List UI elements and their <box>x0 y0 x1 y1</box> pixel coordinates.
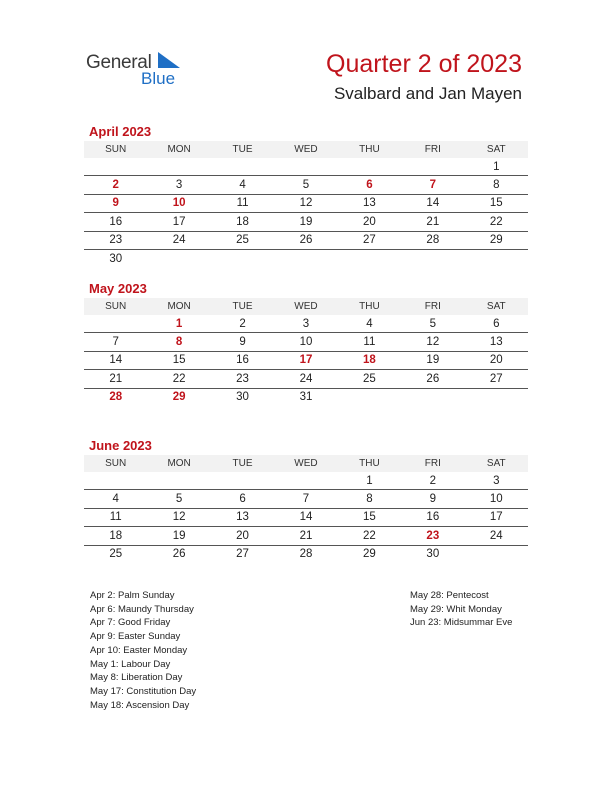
day-cell: 18 <box>84 527 147 545</box>
day-cell: 17 <box>465 508 528 526</box>
empty-day-cell <box>338 249 401 267</box>
empty-day-cell <box>274 249 337 267</box>
day-cell: 13 <box>465 333 528 351</box>
day-cell: 22 <box>338 527 401 545</box>
holiday-item: Apr 6: Maundy Thursday <box>90 603 194 615</box>
day-cell: 1 <box>338 472 401 490</box>
day-cell: 16 <box>211 351 274 369</box>
day-cell: 5 <box>274 176 337 194</box>
day-cell: 20 <box>465 351 528 369</box>
empty-day-cell <box>211 158 274 176</box>
day-cell: 1 <box>465 158 528 176</box>
day-cell: 5 <box>147 490 210 508</box>
week-row <box>84 213 528 231</box>
empty-day-cell <box>84 472 147 490</box>
day-cell: 22 <box>465 213 528 231</box>
weekday-header: WED <box>274 455 337 472</box>
empty-day-cell <box>211 472 274 490</box>
day-cell: 20 <box>211 527 274 545</box>
empty-day-cell <box>147 158 210 176</box>
logo-triangle-icon <box>158 52 180 70</box>
day-cell: 5 <box>401 315 464 333</box>
empty-day-cell <box>338 158 401 176</box>
day-cell: 20 <box>338 213 401 231</box>
day-cell: 10 <box>274 333 337 351</box>
calendar-table <box>84 141 528 267</box>
day-cell: 3 <box>465 472 528 490</box>
day-cell: 1 <box>147 315 210 333</box>
week-row <box>84 158 528 176</box>
weekday-header: SUN <box>84 141 147 158</box>
day-cell: 23 <box>211 370 274 388</box>
day-cell: 21 <box>274 527 337 545</box>
day-cell: 31 <box>299 391 313 404</box>
holiday-list-right <box>410 589 512 630</box>
day-cell: 11 <box>338 333 401 351</box>
day-cell: 4 <box>338 315 401 333</box>
day-cell: 29 <box>172 391 186 404</box>
day-cell: 2 <box>401 472 464 490</box>
day-cell: 18 <box>211 213 274 231</box>
day-cell: 28 <box>401 231 464 249</box>
holiday-item: Apr 7: Good Friday <box>90 617 171 629</box>
day-cell: 15 <box>338 508 401 526</box>
weekday-header: TUE <box>211 298 274 315</box>
calendar-table <box>84 455 528 563</box>
weekday-header: MON <box>147 141 210 158</box>
day-cell: 23 <box>84 231 147 249</box>
weekday-header: SAT <box>465 455 528 472</box>
week-row <box>84 527 528 545</box>
day-cell: 4 <box>84 490 147 508</box>
day-cell: 11 <box>211 194 274 212</box>
empty-day-cell <box>465 545 528 563</box>
day-cell: 7 <box>84 333 147 351</box>
empty-day-cell <box>84 315 147 333</box>
weekday-header: THU <box>338 455 401 472</box>
month-title: April 2023 <box>89 124 152 139</box>
weekday-header: THU <box>338 298 401 315</box>
day-cell: 24 <box>147 231 210 249</box>
day-cell: 3 <box>274 315 337 333</box>
week-row <box>84 176 528 194</box>
day-cell: 8 <box>147 333 210 351</box>
day-cell: 13 <box>338 194 401 212</box>
day-cell: 23 <box>401 527 464 545</box>
month-title: June 2023 <box>89 438 152 453</box>
month-title: May 2023 <box>89 281 147 296</box>
day-cell: 30 <box>426 548 440 561</box>
day-cell: 9 <box>211 333 274 351</box>
holiday-item: Apr 10: Easter Monday <box>90 644 188 656</box>
day-cell: 10 <box>147 194 210 212</box>
holiday-item: Apr 9: Easter Sunday <box>90 631 181 643</box>
day-cell: 4 <box>211 176 274 194</box>
week-row <box>84 388 528 406</box>
holiday-item: Apr 2: Palm Sunday <box>90 590 175 601</box>
day-cell: 15 <box>147 351 210 369</box>
day-cell: 19 <box>274 213 337 231</box>
day-cell: 17 <box>147 213 210 231</box>
weekday-header-row <box>84 298 528 315</box>
empty-day-cell <box>211 249 274 267</box>
day-cell: 24 <box>465 527 528 545</box>
weekday-header: SAT <box>465 141 528 158</box>
day-cell: 6 <box>211 490 274 508</box>
holiday-list-left <box>90 589 196 712</box>
day-cell: 11 <box>84 508 147 526</box>
holiday-item: May 29: Whit Monday <box>410 603 502 615</box>
day-cell: 30 <box>109 252 123 265</box>
weekday-header: THU <box>338 141 401 158</box>
day-cell: 9 <box>401 490 464 508</box>
logo-blue-text: Blue <box>141 69 176 88</box>
day-cell: 29 <box>465 231 528 249</box>
day-cell: 21 <box>401 213 464 231</box>
empty-day-cell <box>401 158 464 176</box>
day-cell: 10 <box>465 490 528 508</box>
day-cell: 6 <box>338 176 401 194</box>
empty-day-cell <box>465 249 528 267</box>
day-cell: 19 <box>147 527 210 545</box>
day-cell: 24 <box>274 370 337 388</box>
week-row <box>84 472 528 490</box>
weekday-header-row <box>84 455 528 472</box>
day-cell: 30 <box>236 391 249 404</box>
week-row <box>84 370 528 388</box>
day-cell: 8 <box>338 490 401 508</box>
day-cell: 7 <box>274 490 337 508</box>
page-title: Quarter 2 of 2023 <box>326 50 522 78</box>
holiday-item: May 8: Liberation Day <box>90 672 183 684</box>
weekday-header: SUN <box>84 455 147 472</box>
day-cell: 18 <box>338 351 401 369</box>
weekday-header: MON <box>147 298 210 315</box>
holiday-item: Jun 23: Midsummar Eve <box>410 617 513 629</box>
logo <box>86 48 206 88</box>
day-cell: 19 <box>401 351 464 369</box>
day-cell: 9 <box>84 194 147 212</box>
week-row <box>84 333 528 351</box>
week-row <box>84 351 528 369</box>
week-row <box>84 508 528 526</box>
week-row <box>84 315 528 333</box>
month-may <box>84 279 528 406</box>
empty-day-cell <box>338 388 401 406</box>
holiday-item: May 18: Ascension Day <box>90 699 190 711</box>
month-april <box>84 122 528 267</box>
month-june <box>84 436 528 563</box>
day-cell: 21 <box>84 370 147 388</box>
day-cell: 8 <box>465 176 528 194</box>
day-cell: 14 <box>401 194 464 212</box>
day-cell: 25 <box>211 231 274 249</box>
day-cell: 6 <box>465 315 528 333</box>
logo-general-text: General <box>86 52 152 73</box>
day-cell: 28 <box>299 548 313 561</box>
day-cell: 26 <box>172 548 186 561</box>
day-cell: 12 <box>401 333 464 351</box>
day-cell: 29 <box>363 548 376 561</box>
weekday-header: TUE <box>211 455 274 472</box>
week-row <box>84 231 528 249</box>
empty-day-cell <box>147 249 210 267</box>
day-cell: 27 <box>338 231 401 249</box>
week-row <box>84 545 528 563</box>
day-cell: 16 <box>84 213 147 231</box>
empty-day-cell <box>84 158 147 176</box>
day-cell: 26 <box>274 231 337 249</box>
day-cell: 17 <box>274 351 337 369</box>
empty-day-cell <box>401 249 464 267</box>
empty-day-cell <box>147 472 210 490</box>
page-subtitle: Svalbard and Jan Mayen <box>333 84 522 103</box>
day-cell: 27 <box>465 370 528 388</box>
week-row <box>84 249 528 267</box>
day-cell: 7 <box>401 176 464 194</box>
weekday-header: MON <box>147 455 210 472</box>
holiday-item: May 1: Labour Day <box>90 658 171 670</box>
day-cell: 25 <box>338 370 401 388</box>
day-cell: 12 <box>274 194 337 212</box>
weekday-header: FRI <box>401 298 464 315</box>
weekday-header: SUN <box>84 298 147 315</box>
empty-day-cell <box>465 388 528 406</box>
weekday-header: WED <box>274 141 337 158</box>
empty-day-cell <box>274 472 337 490</box>
day-cell: 22 <box>147 370 210 388</box>
day-cell: 14 <box>274 508 337 526</box>
weekday-header: WED <box>274 298 337 315</box>
weekday-header: FRI <box>401 455 464 472</box>
empty-day-cell <box>401 388 464 406</box>
calendar-table <box>84 298 528 406</box>
day-cell: 12 <box>147 508 210 526</box>
day-cell: 15 <box>465 194 528 212</box>
day-cell: 2 <box>211 315 274 333</box>
weekday-header: SAT <box>465 298 528 315</box>
empty-day-cell <box>274 158 337 176</box>
day-cell: 27 <box>236 548 249 561</box>
day-cell: 14 <box>84 351 147 369</box>
day-cell: 2 <box>84 176 147 194</box>
holiday-item: May 28: Pentecost <box>410 590 489 601</box>
day-cell: 16 <box>401 508 464 526</box>
weekday-header: FRI <box>401 141 464 158</box>
week-row <box>84 194 528 212</box>
day-cell: 28 <box>109 391 123 404</box>
day-cell: 26 <box>401 370 464 388</box>
day-cell: 25 <box>109 548 123 561</box>
day-cell: 3 <box>147 176 210 194</box>
day-cell: 13 <box>211 508 274 526</box>
holiday-item: May 17: Constitution Day <box>90 685 197 697</box>
weekday-header-row <box>84 141 528 158</box>
weekday-header: TUE <box>211 141 274 158</box>
week-row <box>84 490 528 508</box>
